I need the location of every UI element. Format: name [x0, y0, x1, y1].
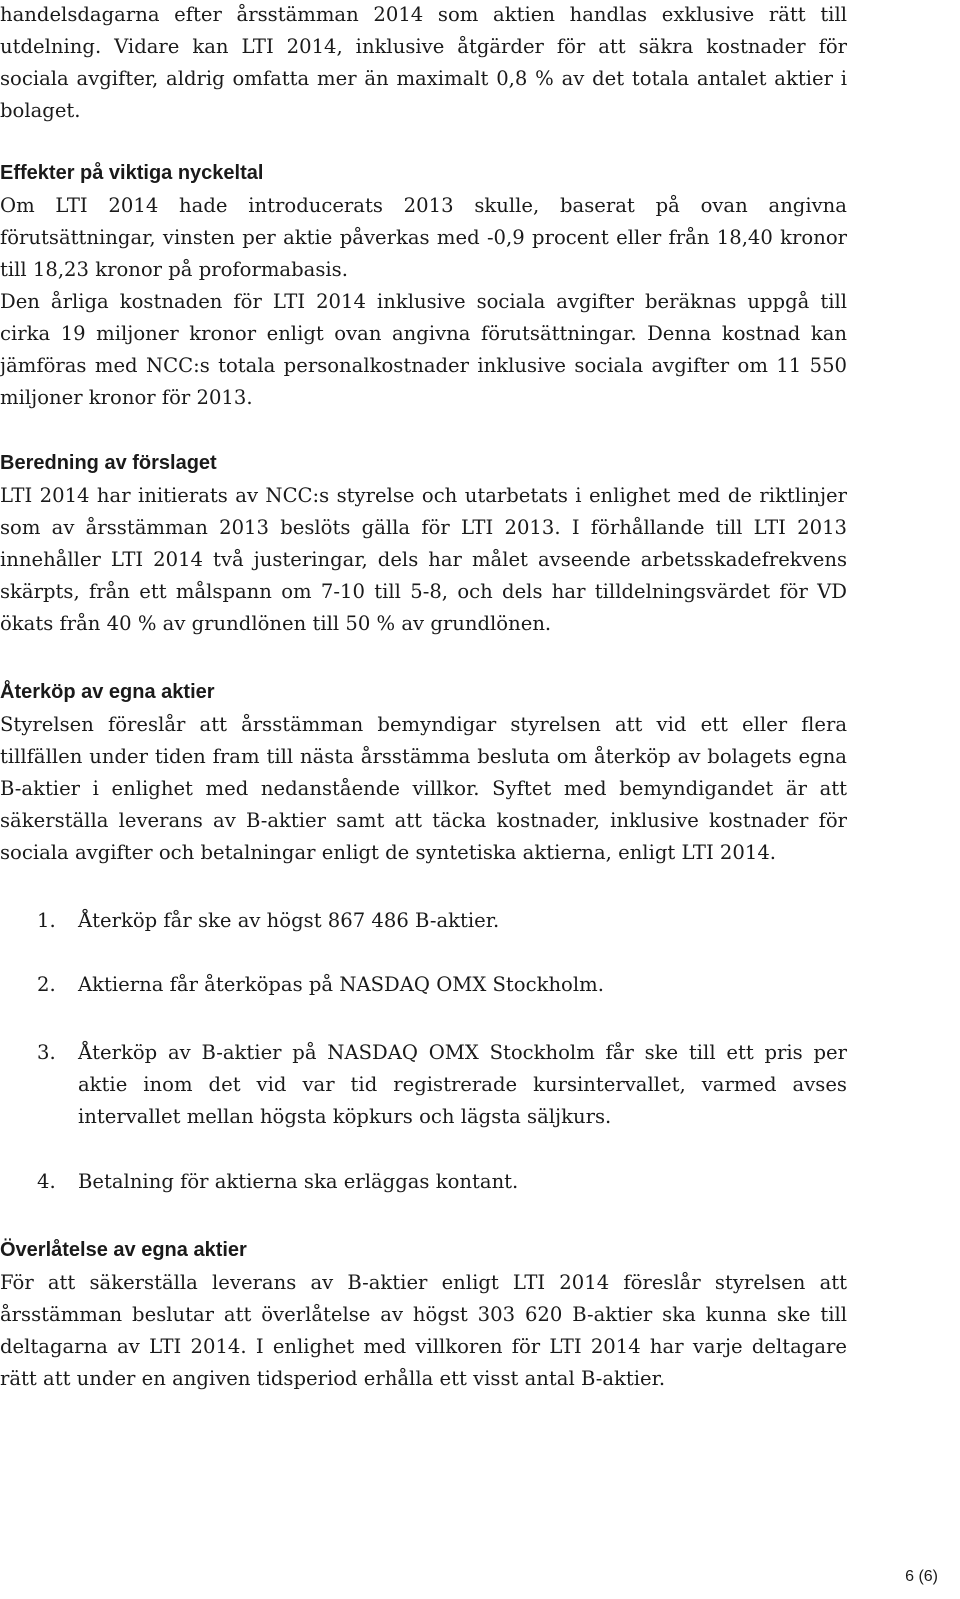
section-heading-overlatelse: Överlåtelse av egna aktier [0, 1239, 247, 1261]
aterkop-list-4 [0, 1166, 847, 1198]
section-beredning [0, 448, 847, 640]
overlatelse-paragraph: För att säkerställa leverans av B-aktier enligt LTI 2014 föreslår styrelsen att årsstämman beslutar att överlåtelse av högst 303 620 B-aktier ska kunna ske till deltagarna av LTI 2014. I enlighet med villkoren för LTI 2014 har varje deltagare rätt att under en angiven tidsperiod erhålla ett visst antal B-aktier. [0, 1271, 847, 1390]
aterkop-conditions-list-3 [0, 1037, 847, 1133]
section-heading-beredning: Beredning av förslaget [0, 452, 217, 474]
page-number: 6 (6) [905, 1568, 938, 1585]
section-aterkop [0, 677, 847, 869]
list-item-text: Aktierna får återköpas på NASDAQ OMX Stockholm. [78, 973, 604, 996]
list-item [0, 1166, 847, 1198]
list-item-number: 3. [37, 1041, 56, 1064]
list-item [0, 1037, 847, 1133]
aterkop-list-2 [0, 969, 847, 1001]
aterkop-paragraph: Styrelsen föreslår att årsstämman bemyndigar styrelsen att vid ett eller flera tillfällen under tiden fram till nästa årsstämma besluta om återköp av bolagets egna B-aktier i enlighet med nedanstående villkor. Syftet med bemyndigandet är att säkerställa leverans av B-aktier samt att täcka kostnader, inklusive kostnader för sociala avgifter och betalningar enligt de syntetiska aktierna, enligt LTI 2014. [0, 713, 847, 864]
section-overlatelse [0, 1235, 847, 1395]
aterkop-list [0, 905, 847, 937]
effekter-paragraph-1: Om LTI 2014 hade introducerats 2013 skulle, baserat på ovan angivna förutsättningar, vinsten per aktie påverkas med -0,9 procent eller från 18,40 kronor till 18,23 kronor på proformabasis. [0, 194, 847, 281]
aterkop-list-3 [0, 1037, 847, 1133]
list-item-number: 2. [37, 973, 56, 996]
aterkop-conditions-list [0, 905, 847, 937]
list-item-text: Återköp får ske av högst 867 486 B-aktier. [78, 909, 500, 932]
aterkop-conditions-list-2 [0, 969, 847, 1001]
list-item-number: 4. [37, 1170, 56, 1193]
list-item [0, 969, 847, 1001]
section-effekter [0, 158, 847, 414]
list-item-text: Betalning för aktierna ska erläggas kontant. [78, 1170, 519, 1193]
beredning-paragraph: LTI 2014 har initierats av NCC:s styrelse och utarbetats i enlighet med de riktlinjer som av årsstämman 2013 beslöts gälla för LTI 2013. I förhållande till LTI 2013 innehåller LTI 2014 två justeringar, dels har målet avseende arbetsskadefrekvens skärpts, från ett målspann om 7-10 till 5-8, och dels har tilldelningsvärdet för VD ökats från 40 % av grundlönen till 50 % av grundlönen. [0, 484, 847, 635]
list-item-number: 1. [37, 909, 56, 932]
list-item-text: Återköp av B-aktier på NASDAQ OMX Stockholm får ske till ett pris per aktie inom det vid var tid registrerade kursintervallet, varmed avses intervallet mellan högsta köpkurs och lägsta säljkurs. [78, 1041, 847, 1128]
lead-in-block [0, 0, 847, 127]
section-heading-effekter: Effekter på viktiga nyckeltal [0, 162, 264, 184]
aterkop-conditions-list-4 [0, 1166, 847, 1198]
lead-in-paragraph: handelsdagarna efter årsstämman 2014 som aktien handlas exklusive rätt till utdelning. Vidare kan LTI 2014, inklusive åtgärder för att säkra kostnader för sociala avgifter, aldrig omfatta mer än maximalt 0,8 % av det totala antalet aktier i bolaget. [0, 3, 847, 122]
list-item [0, 905, 847, 937]
effekter-paragraph-2: Den årliga kostnaden för LTI 2014 inklusive sociala avgifter beräknas uppgå till cirka 19 miljoner kronor enligt ovan angivna förutsättningar. Denna kostnad kan jämföras med NCC:s totala personalkostnader inklusive sociala avgifter om 11 550 miljoner kronor för 2013. [0, 290, 847, 409]
section-heading-aterkop: Återköp av egna aktier [0, 681, 215, 703]
